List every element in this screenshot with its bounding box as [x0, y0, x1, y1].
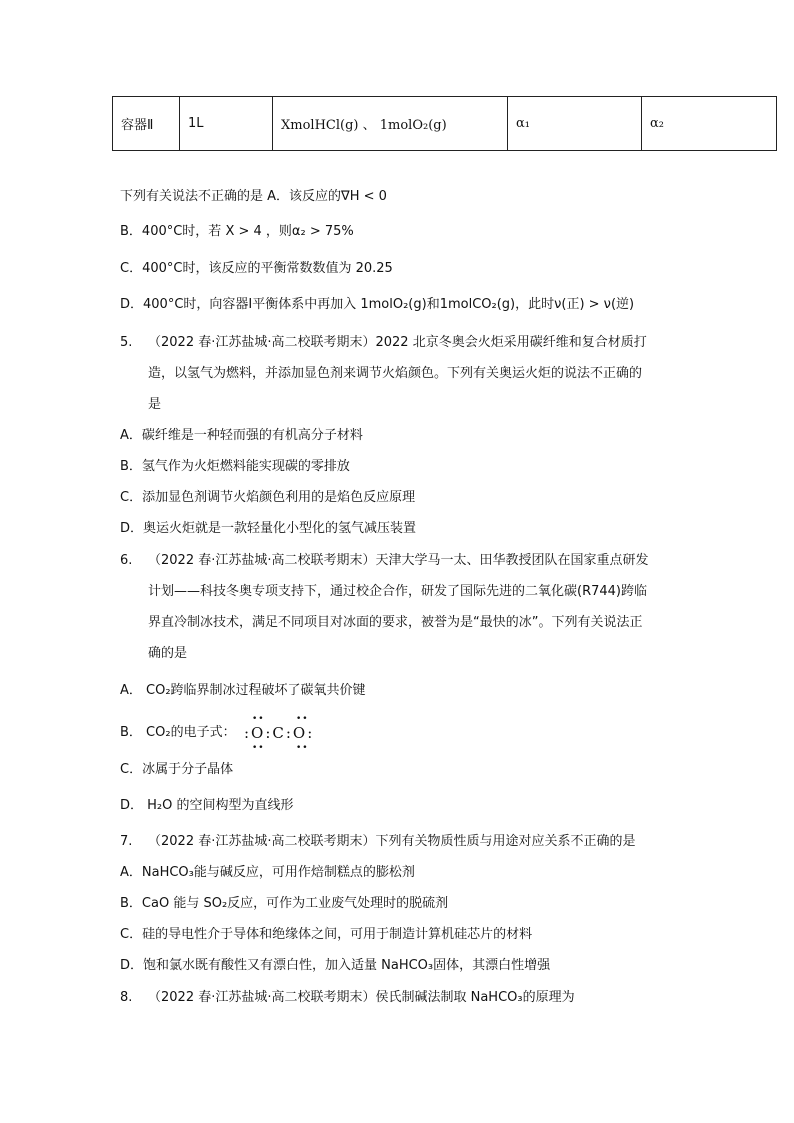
electron-dots-bottom-right: •• — [296, 743, 309, 753]
q7-option-a: A．NaHCO₃能与碱反应，可用作焙制糕点的膨松剂 — [120, 865, 415, 880]
table-cell-alpha1: α₁ — [508, 97, 642, 151]
q5-stem-line-1: （2022 春·江苏盐城·高二校联考期末）2022 北京冬奥会火炬采用碳纤维和复合材质打 — [148, 335, 647, 350]
q5-stem-line-2: 造，以氢气为燃料，并添加显色剂来调节火焰颜色。下列有关奥运火炬的说法不正确的 — [148, 366, 643, 381]
q7-stem: （2022 春·江苏盐城·高二校联考期末）下列有关物质性质与用途对应关系不正确的是 — [148, 834, 636, 849]
q5-option-d: D．奥运火炬就是一款轻量化小型化的氢气减压装置 — [120, 521, 417, 536]
electron-dots-top-right: •• — [296, 714, 309, 724]
q8-stem: （2022 春·江苏盐城·高二校联考期末）侯氏制碱法制取 NaHCO₃的原理为 — [148, 990, 575, 1005]
table-cell-container: 容器Ⅱ — [113, 97, 180, 151]
data-table — [112, 96, 777, 151]
q7-option-d: D．饱和氯水既有酸性又有漂白性，加入适量 NaHCO₃固体，其漂白性增强 — [120, 958, 551, 973]
q6-stem-line-3: 界直冷制冰技术，满足不同项目对冰面的要求，被誉为是“最快的冰”。下列有关说法正 — [148, 615, 643, 630]
q5-option-c: C．添加显色剂调节火焰颜色利用的是焰色反应原理 — [120, 490, 416, 505]
q6-option-d: D． H₂O 的空间构型为直线形 — [120, 798, 294, 813]
q5-option-a: A．碳纤维是一种轻而强的有机高分子材料 — [120, 428, 363, 443]
q6-option-a: A． CO₂跨临界制冰过程破坏了碳氧共价键 — [120, 683, 366, 698]
q7-number: 7. — [120, 834, 133, 849]
q7-option-c: C．硅的导电性介于导体和绝缘体之间，可用于制造计算机硅芯片的材料 — [120, 927, 533, 942]
q8-number: 8. — [120, 990, 133, 1005]
q6-option-b-label: B． CO₂的电子式： — [120, 725, 236, 740]
q4-option-b: B．400°C时，若 X > 4 ，则α₂ > 75% — [120, 224, 354, 239]
q6-number: 6. — [120, 553, 133, 568]
q4-option-c: C．400°C时，该反应的平衡常数数值为 20.25 — [120, 261, 393, 276]
q6-stem-line-4: 确的是 — [148, 646, 188, 661]
q5-option-b: B．氢气作为火炬燃料能实现碳的零排放 — [120, 459, 350, 474]
q4-stem: 下列有关说法不正确的是 A．该反应的∇H < 0 — [120, 189, 387, 204]
table-cell-alpha2: α₂ — [642, 97, 777, 151]
q5-stem-line-3: 是 — [148, 397, 162, 412]
electron-dots-bottom-left: •• — [252, 743, 265, 753]
q6-option-c: C．冰属于分子晶体 — [120, 762, 234, 777]
q5-number: 5. — [120, 335, 133, 350]
table-cell-volume: 1L — [180, 97, 273, 151]
electron-dots-top-left: •• — [252, 714, 265, 724]
co2-electron-formula: :O:C:O: — [244, 724, 315, 742]
q7-option-b: B．CaO 能与 SO₂反应，可作为工业废气处理时的脱硫剂 — [120, 896, 449, 911]
q4-option-d: D．400°C时，向容器Ⅰ平衡体系中再加入 1molO₂(g)和1molCO₂(g)，此时ν(正) > ν(逆) — [120, 297, 635, 312]
q6-stem-line-1: （2022 春·江苏盐城·高二校联考期末）天津大学马一太、田华教授团队在国家重点研发 — [148, 553, 649, 568]
q6-stem-line-2: 计划——科技冬奥专项支持下，通过校企合作，研发了国际先进的二氧化碳(R744)跨临 — [148, 584, 647, 599]
table-cell-reactants: XmolHCl(g) 、 1molO₂(g) — [273, 97, 508, 151]
table-row — [113, 97, 777, 151]
